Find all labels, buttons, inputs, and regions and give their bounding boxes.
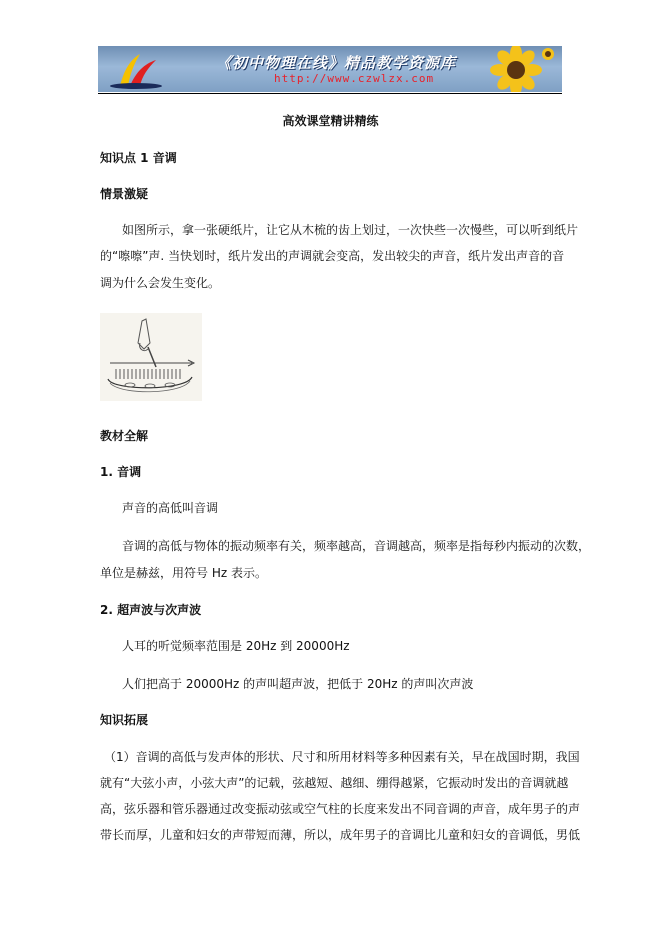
page-title: 高效课堂精讲精练: [282, 114, 379, 128]
banner-title: 《初中物理在线》精品教学资源库: [216, 54, 457, 72]
textbook-heading: 教材全解: [100, 429, 149, 443]
scenario-heading: 情景激疑: [100, 187, 149, 201]
point2-heading: 2. 超声波与次声波: [100, 603, 202, 617]
paragraph-line: （1）音调的高低与发声体的形状、尺寸和所用材料等多种因素有关，早在战国时期，我国: [104, 750, 580, 764]
paragraph-line: 就有“大弦小声，小弦大声”的记载，弦越短、越细、绷得越紧，它振动时发出的音调就越: [100, 776, 569, 790]
point1-heading: 1. 音调: [100, 465, 142, 479]
banner-url: http://www.czwlzx.com: [274, 72, 435, 85]
paragraph-line: 音调的高低与物体的振动频率有关，频率越高，音调越高，频率是指每秒内振动的次数，: [122, 539, 591, 553]
extension-heading: 知识拓展: [100, 713, 149, 727]
paragraph-line: 声音的高低叫音调: [122, 501, 219, 515]
comb-figure: [100, 313, 202, 401]
logo-icon: [106, 50, 166, 90]
header-rule: [98, 93, 562, 94]
paragraph-line: 如图所示，拿一张硬纸片，让它从木梳的齿上划过，一次快些一次慢些，可以听到纸片: [122, 223, 579, 237]
paragraph-line: 带长而厚，儿童和妇女的声带短而薄，所以，成年男子的音调比儿童和妇女的音调低，男低: [100, 828, 581, 842]
sunflower-image: [476, 46, 556, 92]
paragraph-line: 人们把高于 20000Hz 的声叫超声波，把低于 20Hz 的声叫次声波: [122, 677, 474, 691]
section-heading: 知识点 1 音调: [100, 151, 177, 165]
paragraph-line: 的“嚓嚓”声. 当快划时，纸片发出的声调就会变高，发出较尖的声音，纸片发出声音的音: [100, 249, 565, 263]
header-banner: [98, 46, 562, 92]
paragraph-line: 高，弦乐器和管乐器通过改变振动弦或空气柱的长度来发出不同音调的声音，成年男子的声: [100, 802, 581, 816]
paragraph-line: 人耳的听觉频率范围是 20Hz 到 20000Hz: [122, 639, 350, 653]
paragraph-line: 单位是赫兹，用符号 Hz 表示。: [100, 566, 267, 580]
paragraph-line: 调为什么会发生变化。: [100, 276, 221, 290]
